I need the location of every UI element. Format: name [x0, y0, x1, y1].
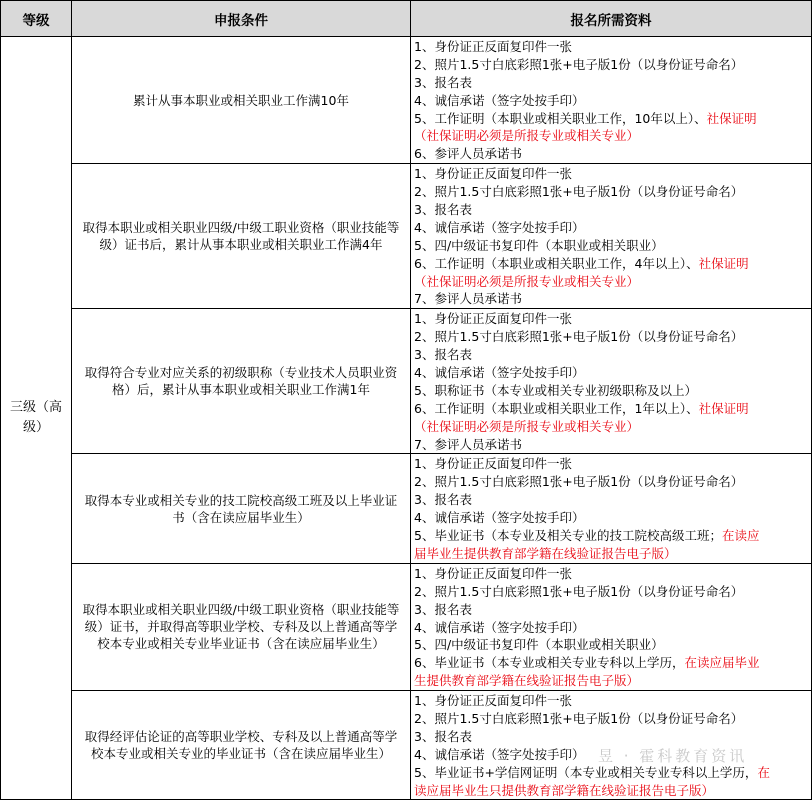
material-line: [414, 290, 811, 308]
material-line: [414, 382, 811, 400]
material-text: 2、照片1.5寸白底彩照1张+电子版1份（以身份证号命名）: [414, 184, 744, 200]
level-cell: [1, 37, 72, 800]
material-note-red: 社保证明: [698, 400, 749, 416]
header-row: [1, 1, 812, 37]
material-text: 2、照片1.5寸白底彩照1张+电子版1份（以身份证号命名）: [414, 583, 744, 599]
material-line: [414, 400, 811, 418]
material-line: [414, 509, 811, 527]
material-line: [414, 165, 811, 183]
materials-cell: [411, 563, 812, 690]
material-note-red: 社保证明: [706, 110, 757, 126]
materials-cell: [411, 37, 812, 164]
material-line: [414, 56, 811, 74]
material-text: 2、照片1.5寸白底彩照1张+电子版1份（以身份证号命名）: [414, 474, 744, 490]
table-row: [1, 563, 812, 690]
materials-cell: [411, 309, 812, 454]
material-line: [414, 127, 811, 145]
materials-cell: [411, 691, 812, 800]
material-line: [414, 201, 811, 219]
material-line: [414, 418, 811, 436]
table-row: [1, 454, 812, 563]
material-text: 5、四/中级证书复印件（本职业或相关职业）: [414, 637, 664, 653]
condition-cell: [72, 309, 411, 454]
material-text: 3、报名表: [414, 601, 472, 617]
material-line: [414, 436, 811, 454]
material-line: [414, 746, 811, 764]
material-text: 2、照片1.5寸白底彩照1张+电子版1份（以身份证号命名）: [414, 710, 744, 726]
material-text: 3、报名表: [414, 728, 472, 744]
materials-cell: [411, 164, 812, 309]
material-line: [414, 782, 811, 800]
material-text: 4、诚信承诺（签字处按手印）: [414, 365, 585, 381]
material-text: 7、参评人员承诺书: [414, 436, 522, 452]
material-line: [414, 346, 811, 364]
material-text: 3、报名表: [414, 202, 472, 218]
material-line: [414, 183, 811, 201]
material-text: 1、身份证正反面复印件一张: [414, 311, 572, 327]
material-line: [414, 219, 811, 237]
material-text: 5、毕业证书+学信网证明（本专业或相关专业专科以上学历，: [414, 764, 758, 780]
material-text: 5、工作证明（本职业或相关职业工作，10年以上）、: [414, 110, 707, 126]
material-line: [414, 310, 811, 328]
material-note-red: 读应届毕业生只提供教育部学籍在线验证报告电子版）: [414, 782, 715, 798]
table-row: [1, 309, 812, 454]
material-text: 3、报名表: [414, 74, 472, 90]
material-line: [414, 145, 811, 163]
watermark: 昱 · 霍科教育资讯: [598, 747, 748, 765]
material-note-red: 在读应: [721, 528, 760, 544]
material-note-red: 在读应届毕业: [684, 655, 760, 671]
material-text: 1、身份证正反面复印件一张: [414, 456, 572, 472]
material-line: [414, 92, 811, 110]
material-line: [414, 38, 811, 56]
materials-cell: [411, 454, 812, 563]
condition-text: 取得经评估论证的高等职业学校、专科及以上普通高等学校本专业或相关专业的毕业证书（含在读应届毕业生）: [84, 729, 398, 762]
material-text: 3、报名表: [414, 347, 472, 363]
material-text: 5、毕业证书（本专业及相关专业的技工院校高级工班；: [414, 528, 722, 544]
material-text: 6、毕业证书（本专业或相关专业专科以上学历，: [414, 655, 685, 671]
table-row: [1, 37, 812, 164]
material-note-red: （社保证明必须是所报专业或相关专业）: [414, 128, 640, 144]
table-body: [1, 37, 812, 800]
header-materials: 报名所需资料: [411, 1, 812, 37]
material-note-red: 社保证明: [698, 255, 749, 271]
material-text: 3、报名表: [414, 492, 472, 508]
material-line: [414, 545, 811, 563]
material-text: 6、参评人员承诺书: [414, 146, 522, 162]
table-row: [1, 691, 812, 800]
material-text: 1、身份证正反面复印件一张: [414, 693, 572, 709]
material-note-red: 在: [757, 764, 770, 780]
condition-text: 取得本专业或相关专业的技工院校高级工班及以上毕业证书（含在读应届毕业生）: [84, 492, 398, 525]
material-line: [414, 764, 811, 782]
material-text: 5、四/中级证书复印件（本职业或相关职业）: [414, 237, 664, 253]
header-level: 等级: [1, 1, 72, 37]
material-text: 1、身份证正反面复印件一张: [414, 39, 572, 54]
condition-text: 累计从事本职业或相关职业工作满10年: [133, 92, 349, 108]
material-line: [414, 654, 811, 672]
material-line: [414, 455, 811, 473]
material-text: 1、身份证正反面复印件一张: [414, 166, 572, 182]
material-text: 2、照片1.5寸白底彩照1张+电子版1份（以身份证号命名）: [414, 56, 744, 72]
material-line: [414, 728, 811, 746]
condition-cell: [72, 691, 411, 800]
condition-text: 取得本职业或相关职业四级/中级工职业资格（职业技能等级）证书后，累计从事本职业或相关职业工作满4年: [82, 220, 400, 253]
material-text: 6、工作证明（本职业或相关职业工作，1年以上）、: [414, 400, 699, 416]
condition-cell: [72, 454, 411, 563]
condition-text: 取得本职业或相关职业四级/中级工职业资格（职业技能等级）证书，并取得高等职业学校、专科及以上普通高等学校本专业或相关专业毕业证书（含在读应届毕业生）: [82, 602, 400, 652]
condition-cell: [72, 164, 411, 309]
material-line: [414, 473, 811, 491]
level-text: 三级（高级）: [9, 400, 62, 436]
material-line: [414, 692, 811, 710]
material-text: 2、照片1.5寸白底彩照1张+电子版1份（以身份证号命名）: [414, 329, 744, 345]
condition-text: 取得符合专业对应关系的初级职称（专业技术人员职业资格）后，累计从事本职业或相关职业工作满1年: [84, 365, 398, 398]
material-line: [414, 636, 811, 654]
material-text: 7、参评人员承诺书: [414, 291, 522, 307]
material-text: 4、诚信承诺（签字处按手印）: [414, 746, 585, 762]
material-line: [414, 527, 811, 545]
material-text: 4、诚信承诺（签字处按手印）: [414, 510, 585, 526]
header-condition: 申报条件: [72, 1, 411, 37]
material-text: 4、诚信承诺（签字处按手印）: [414, 92, 585, 108]
material-note-red: （社保证明必须是所报专业或相关专业）: [414, 273, 640, 289]
material-line: [414, 619, 811, 637]
material-note-red: 生提供教育部学籍在线验证报告电子版）: [414, 673, 640, 689]
material-line: [414, 74, 811, 92]
condition-cell: [72, 37, 411, 164]
material-text: 1、身份证正反面复印件一张: [414, 565, 572, 581]
material-line: [414, 328, 811, 346]
material-line: [414, 273, 811, 291]
material-line: [414, 672, 811, 690]
material-text: 6、工作证明（本职业或相关职业工作，4年以上）、: [414, 255, 699, 271]
material-text: 5、职称证书（本专业或相关专业初级职称及以上）: [414, 382, 697, 398]
material-line: [414, 255, 811, 273]
material-line: [414, 364, 811, 382]
material-note-red: 届毕业生提供教育部学籍在线验证报告电子版）: [414, 545, 677, 561]
material-line: [414, 491, 811, 509]
material-line: [414, 110, 811, 128]
material-line: [414, 583, 811, 601]
material-line: [414, 710, 811, 728]
material-line: [414, 565, 811, 583]
material-text: 4、诚信承诺（签字处按手印）: [414, 219, 585, 235]
condition-cell: [72, 563, 411, 690]
material-text: 4、诚信承诺（签字处按手印）: [414, 619, 585, 635]
material-line: [414, 601, 811, 619]
material-note-red: （社保证明必须是所报专业或相关专业）: [414, 418, 640, 434]
material-line: [414, 237, 811, 255]
table-row: [1, 164, 812, 309]
